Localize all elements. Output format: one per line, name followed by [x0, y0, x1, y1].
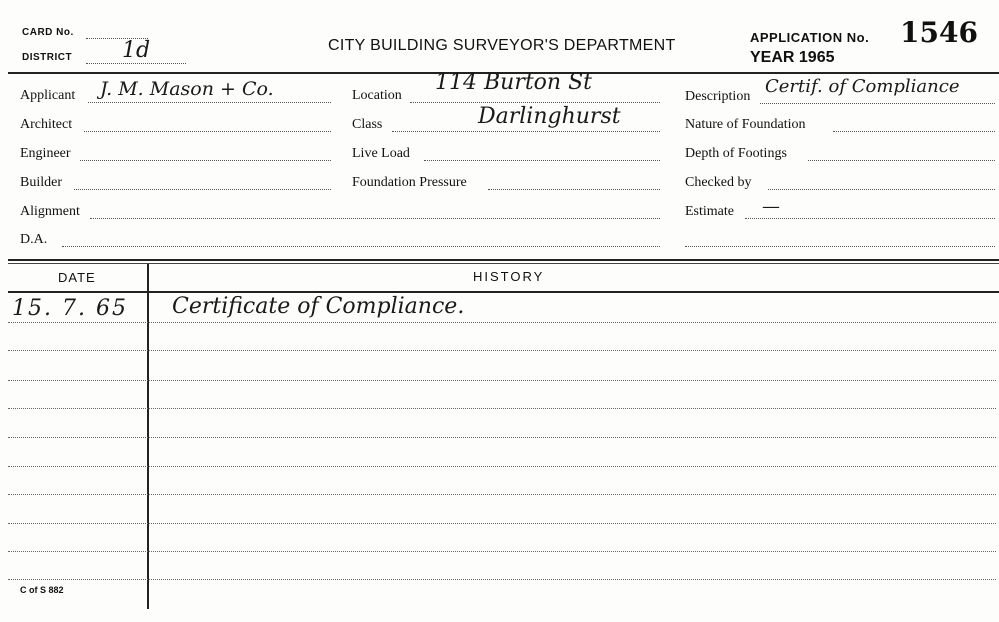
da-line — [62, 246, 660, 247]
history-rule — [8, 322, 996, 323]
date-header: DATE — [58, 270, 96, 285]
class-line — [392, 131, 660, 132]
builder-line — [74, 189, 331, 190]
class-value: Darlinghurst — [478, 104, 621, 129]
history-top-rule-2 — [8, 263, 999, 264]
history-top-rule — [8, 259, 999, 261]
application-no-value: 1546 — [900, 16, 978, 49]
district-label: DISTRICT — [22, 52, 73, 63]
live-load-label: Live Load — [352, 146, 410, 161]
history-rule — [8, 551, 996, 552]
applicant-line — [88, 102, 331, 103]
checked-by-line — [768, 189, 995, 190]
history-header: HISTORY — [473, 269, 545, 284]
engineer-label: Engineer — [20, 146, 71, 161]
history-rule — [8, 408, 996, 409]
description-value: Certif. of Compliance — [765, 76, 960, 97]
department-title: CITY BUILDING SURVEYOR'S DEPARTMENT — [328, 37, 676, 54]
applicant-value: J. M. Mason + Co. — [100, 78, 274, 100]
location-value: 114 Burton St — [435, 70, 592, 95]
architect-label: Architect — [20, 117, 73, 132]
application-no-label: APPLICATION No. — [750, 30, 870, 45]
architect-line — [84, 131, 331, 132]
estimate-value: — — [762, 196, 780, 217]
engineer-line — [80, 160, 331, 161]
history-rule — [8, 380, 996, 381]
history-header-rule — [8, 291, 999, 293]
history-date: 15. 7. 65 — [12, 296, 128, 321]
history-entry-text: Certificate of Compliance. — [172, 294, 465, 319]
estimate-label: Estimate — [685, 204, 734, 219]
estimate-line — [745, 218, 995, 219]
history-rule — [8, 523, 996, 524]
location-label: Location — [352, 88, 402, 103]
location-line — [410, 102, 660, 103]
applicant-label: Applicant — [20, 88, 76, 103]
depth-of-footings-line — [808, 160, 995, 161]
history-rule — [8, 437, 996, 438]
alignment-line — [90, 218, 660, 219]
year-label: YEAR 1965 — [750, 49, 835, 66]
description-line — [760, 103, 995, 104]
history-rule — [8, 466, 996, 467]
da-label: D.A. — [20, 232, 48, 247]
builder-label: Builder — [20, 175, 62, 190]
checked-by-label: Checked by — [685, 175, 752, 190]
depth-of-footings-label: Depth of Footings — [685, 146, 787, 161]
alignment-label: Alignment — [20, 204, 80, 219]
form-code: C of S 882 — [20, 585, 64, 595]
foundation-pressure-line — [488, 189, 660, 190]
live-load-line — [424, 160, 660, 161]
history-rule — [8, 494, 996, 495]
description-label: Description — [685, 89, 751, 104]
foundation-pressure-label: Foundation Pressure — [352, 175, 467, 190]
nature-of-foundation-line — [833, 131, 995, 132]
district-line — [86, 63, 186, 64]
history-rule — [8, 350, 996, 351]
class-label: Class — [352, 117, 383, 132]
history-rule — [8, 579, 996, 580]
card-no-label: CARD No. — [22, 27, 74, 38]
nature-of-foundation-label: Nature of Foundation — [685, 117, 806, 132]
district-value: 1d — [122, 38, 151, 63]
extra-line-col3 — [685, 246, 995, 247]
